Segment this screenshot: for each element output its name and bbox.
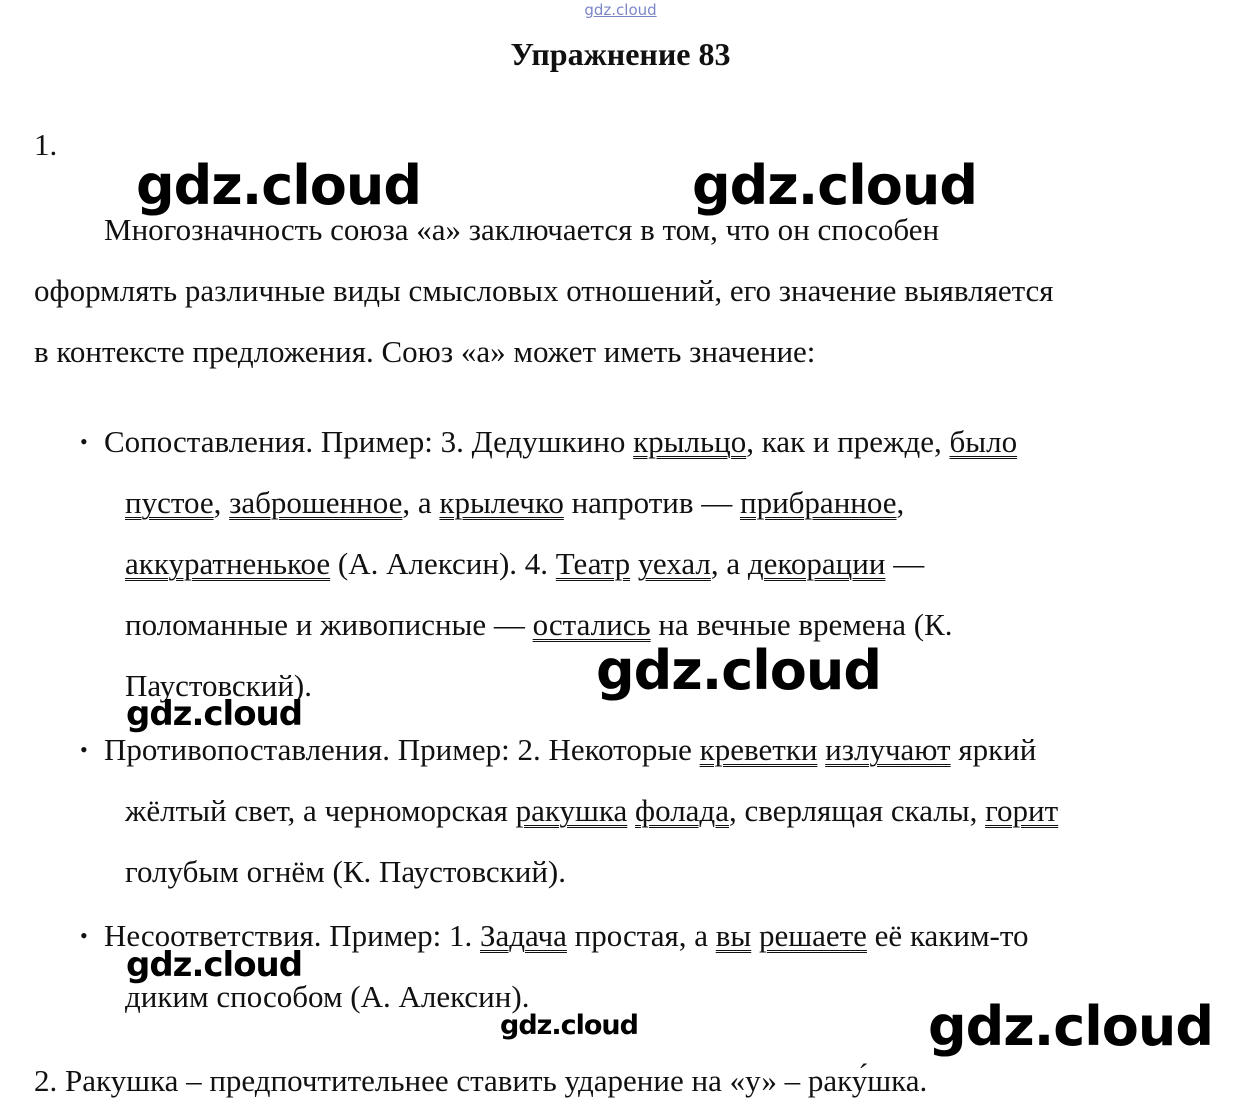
underlined-word: горит [985,793,1059,828]
intro-line-2: оформлять различные виды смысловых отношений, его значение выявляется [34,273,1054,308]
text-segment: , сверлящая скалы, [728,793,986,828]
bullet-1-line-1 [104,423,1017,461]
text-segment: , как и прежде, [746,424,950,459]
underlined-word: излучают [825,732,951,767]
underlined-word: уехал [637,546,711,581]
text-segment [627,793,635,828]
bullet-marker: • [80,429,88,454]
text-segment [630,546,638,581]
bullet-1-line-3 [125,545,924,583]
underlined-word: пустое [125,485,214,520]
watermark: gdz.cloud [692,154,977,217]
text-segment: Противопоставления. Пример: 2. Некоторые [104,732,700,767]
text-segment: жёлтый свет, а черноморская [125,793,516,828]
underlined-word: Задача [479,918,567,953]
text-segment: , [896,485,905,520]
text-segment: напротив — [563,485,740,520]
page-title: Упражнение 83 [510,36,731,72]
watermark: gdz.cloud [928,995,1213,1058]
text-segment: яркий [950,732,1037,767]
text-segment: , а [402,485,440,520]
text-segment: Паустовский). [125,668,312,703]
text-segment: , [213,485,230,520]
underlined-word: заброшенное [229,485,403,520]
underlined-word: остались [532,607,651,642]
site-link[interactable]: gdz.cloud [584,1,657,19]
bullet-1-line-2 [125,484,904,522]
text-segment: простая, а [566,918,716,953]
bullet-marker: • [80,737,88,762]
text-segment: Несоответствия. Пример: 1. [104,918,480,953]
watermark: gdz.cloud [500,1010,638,1041]
underlined-word: решаете [758,918,867,953]
underlined-word: крыльцо [633,424,747,459]
watermark: gdz.cloud [126,945,303,985]
text-segment: её каким-то [866,918,1029,953]
item-number-1: 1. [34,127,58,162]
text-segment: диким способом (А. Алексин). [125,979,530,1014]
underlined-word: вы [715,918,752,953]
item-2-text: 2. Ракушка – предпочтительнее ставить ударение на «у» – раку́шка. [34,1063,928,1098]
underlined-word: прибранное [739,485,897,520]
underlined-word: креветки [699,732,818,767]
watermark: gdz.cloud [136,154,421,217]
text-segment [751,918,759,953]
intro-line-1: Многозначность союза «а» заключается в том, что он способен [104,212,940,247]
text-segment: , а [710,546,748,581]
bullet-2-line-1 [104,731,1036,769]
underlined-word: ракушка [515,793,628,828]
intro-line-3: в контексте предложения. Союз «а» может иметь значение: [34,334,816,369]
watermark: gdz.cloud [596,639,881,702]
underlined-word: крылечко [439,485,564,520]
text-segment: Сопоставления. Пример: 3. Дедушкино [104,424,634,459]
underlined-word: декорации [747,546,886,581]
underlined-word: было [949,424,1018,459]
watermark: gdz.cloud [126,694,303,734]
text-segment: (А. Алексин). 4. [330,546,556,581]
bullet-marker: • [80,923,88,948]
bullet-2-line-3 [125,853,566,891]
underlined-word: фолада [635,793,729,828]
text-segment: поломанные и живописные — [125,607,533,642]
bullet-2-line-2 [125,792,1058,830]
text-segment [817,732,825,767]
underlined-word: аккуратненькое [125,546,331,581]
text-segment: — [885,546,925,581]
underlined-word: Театр [555,546,631,581]
text-segment: голубым огнём (К. Паустовский). [125,854,566,889]
text-segment: на вечные времена (К. [650,607,953,642]
